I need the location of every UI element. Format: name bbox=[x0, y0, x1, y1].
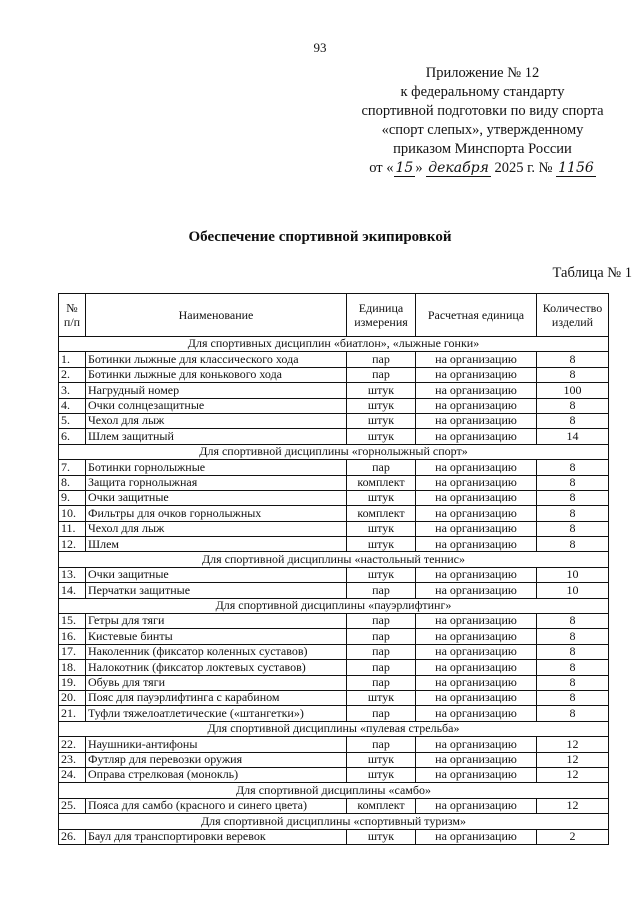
unit-cell: пар bbox=[347, 644, 416, 659]
section-row bbox=[59, 783, 609, 798]
item-name: Пояс для пауэрлифтинга с карабином bbox=[86, 690, 347, 705]
appendix-header bbox=[330, 64, 635, 178]
unit-cell: комплект bbox=[347, 506, 416, 521]
section-title: Для спортивной дисциплины «настольный теннис» bbox=[59, 552, 609, 567]
unit-cell: комплект bbox=[347, 475, 416, 490]
row-number: 11. bbox=[59, 521, 86, 536]
order-date-line bbox=[330, 159, 635, 178]
date-prefix: от « bbox=[369, 160, 394, 176]
quantity-cell: 8 bbox=[537, 506, 609, 521]
calc-unit-cell: на организацию bbox=[416, 829, 537, 844]
item-name: Очки защитные bbox=[86, 490, 347, 505]
calc-unit-cell: на организацию bbox=[416, 614, 537, 629]
table-row bbox=[59, 737, 609, 752]
table-row bbox=[59, 521, 609, 536]
row-number: 26. bbox=[59, 829, 86, 844]
calc-unit-cell: на организацию bbox=[416, 644, 537, 659]
item-name: Очки солнцезащитные bbox=[86, 398, 347, 413]
item-name: Наушники-антифоны bbox=[86, 737, 347, 752]
page-number: 93 bbox=[313, 40, 327, 55]
quantity-cell: 12 bbox=[537, 767, 609, 782]
unit-cell: штук bbox=[347, 490, 416, 505]
section-row bbox=[59, 721, 609, 736]
calc-unit-cell: на организацию bbox=[416, 537, 537, 552]
section-title: Для спортивной дисциплины «пулевая стрельба» bbox=[59, 721, 609, 736]
table-row bbox=[59, 413, 609, 428]
header-line: «спорт слепых», утвержденному bbox=[381, 122, 584, 138]
calc-unit-cell: на организацию bbox=[416, 506, 537, 521]
header-line: Приложение № 12 bbox=[425, 65, 540, 81]
section-title: Для спортивной дисциплины «самбо» bbox=[59, 783, 609, 798]
row-number: 6. bbox=[59, 429, 86, 444]
quantity-cell: 8 bbox=[537, 521, 609, 536]
table-row bbox=[59, 706, 609, 721]
row-number: 13. bbox=[59, 567, 86, 582]
unit-cell: пар bbox=[347, 660, 416, 675]
calc-unit-cell: на организацию bbox=[416, 583, 537, 598]
row-number: 15. bbox=[59, 614, 86, 629]
table-row bbox=[59, 506, 609, 521]
unit-cell: штук bbox=[347, 767, 416, 782]
row-number: 10. bbox=[59, 506, 86, 521]
row-number: 1. bbox=[59, 352, 86, 367]
calc-unit-cell: на организацию bbox=[416, 567, 537, 582]
item-name: Ботинки лыжные для конькового хода bbox=[86, 367, 347, 382]
column-header-calc-unit: Расчетная единица bbox=[416, 294, 537, 337]
item-name: Оправа стрелковая (монокль) bbox=[86, 767, 347, 782]
calc-unit-cell: на организацию bbox=[416, 352, 537, 367]
table-row bbox=[59, 352, 609, 367]
section-row bbox=[59, 814, 609, 829]
quantity-cell: 12 bbox=[537, 798, 609, 813]
column-header-quantity: Количество изделий bbox=[537, 294, 609, 337]
calc-unit-cell: на организацию bbox=[416, 706, 537, 721]
calc-unit-cell: на организацию bbox=[416, 660, 537, 675]
row-number: 5. bbox=[59, 413, 86, 428]
table-header-row bbox=[59, 294, 609, 337]
item-name: Шлем защитный bbox=[86, 429, 347, 444]
order-number-handwritten: 1156 bbox=[558, 160, 594, 176]
row-number: 4. bbox=[59, 398, 86, 413]
calc-unit-cell: на организацию bbox=[416, 798, 537, 813]
header-line: спортивной подготовки по виду спорта bbox=[361, 103, 604, 119]
item-name: Ботинки горнолыжные bbox=[86, 460, 347, 475]
row-number: 18. bbox=[59, 660, 86, 675]
unit-cell: штук bbox=[347, 829, 416, 844]
quantity-cell: 8 bbox=[537, 413, 609, 428]
row-number: 7. bbox=[59, 460, 86, 475]
column-header-number: № п/п bbox=[59, 294, 86, 337]
header-line: приказом Минспорта России bbox=[393, 141, 572, 157]
unit-cell: штук bbox=[347, 398, 416, 413]
quantity-cell: 10 bbox=[537, 567, 609, 582]
section-row bbox=[59, 598, 609, 613]
table-label: Таблица № 1 bbox=[552, 265, 632, 281]
calc-unit-cell: на организацию bbox=[416, 490, 537, 505]
item-name: Наколенник (фиксатор коленных суставов) bbox=[86, 644, 347, 659]
section-title: Для спортивной дисциплины «пауэрлифтинг» bbox=[59, 598, 609, 613]
row-number: 21. bbox=[59, 706, 86, 721]
row-number: 14. bbox=[59, 583, 86, 598]
section-row bbox=[59, 552, 609, 567]
item-name: Пояса для самбо (красного и синего цвета) bbox=[86, 798, 347, 813]
calc-unit-cell: на организацию bbox=[416, 429, 537, 444]
table-row bbox=[59, 752, 609, 767]
item-name: Баул для транспортировки веревок bbox=[86, 829, 347, 844]
table-row bbox=[59, 660, 609, 675]
row-number: 24. bbox=[59, 767, 86, 782]
table-row bbox=[59, 398, 609, 413]
unit-cell: штук bbox=[347, 752, 416, 767]
header-line: к федеральному стандарту bbox=[400, 84, 565, 100]
table-row bbox=[59, 767, 609, 782]
section-title: Для спортивной дисциплины «спортивный туризм» bbox=[59, 814, 609, 829]
quantity-cell: 8 bbox=[537, 490, 609, 505]
unit-cell: штук bbox=[347, 537, 416, 552]
unit-cell: пар bbox=[347, 460, 416, 475]
unit-cell: пар bbox=[347, 629, 416, 644]
table-row bbox=[59, 644, 609, 659]
calc-unit-cell: на организацию bbox=[416, 398, 537, 413]
table-row bbox=[59, 460, 609, 475]
quantity-cell: 8 bbox=[537, 690, 609, 705]
row-number: 2. bbox=[59, 367, 86, 382]
quantity-cell: 8 bbox=[537, 537, 609, 552]
calc-unit-cell: на организацию bbox=[416, 521, 537, 536]
calc-unit-cell: на организацию bbox=[416, 475, 537, 490]
table-body bbox=[59, 337, 609, 845]
quantity-cell: 8 bbox=[537, 675, 609, 690]
unit-cell: штук bbox=[347, 413, 416, 428]
calc-unit-cell: на организацию bbox=[416, 767, 537, 782]
item-name: Футляр для перевозки оружия bbox=[86, 752, 347, 767]
unit-cell: штук bbox=[347, 383, 416, 398]
column-header-name: Наименование bbox=[86, 294, 347, 337]
item-name: Обувь для тяги bbox=[86, 675, 347, 690]
section-row bbox=[59, 444, 609, 459]
column-header-unit: Единица измерения bbox=[347, 294, 416, 337]
quantity-cell: 14 bbox=[537, 429, 609, 444]
calc-unit-cell: на организацию bbox=[416, 413, 537, 428]
quantity-cell: 8 bbox=[537, 398, 609, 413]
quantity-cell: 100 bbox=[537, 383, 609, 398]
row-number: 17. bbox=[59, 644, 86, 659]
table-row bbox=[59, 583, 609, 598]
row-number: 20. bbox=[59, 690, 86, 705]
quantity-cell: 2 bbox=[537, 829, 609, 844]
item-name: Ботинки лыжные для классического хода bbox=[86, 352, 347, 367]
calc-unit-cell: на организацию bbox=[416, 752, 537, 767]
table-row bbox=[59, 690, 609, 705]
date-mid: » bbox=[415, 160, 423, 176]
calc-unit-cell: на организацию bbox=[416, 460, 537, 475]
row-number: 9. bbox=[59, 490, 86, 505]
table-row bbox=[59, 537, 609, 552]
quantity-cell: 8 bbox=[537, 367, 609, 382]
item-name: Налокотник (фиксатор локтевых суставов) bbox=[86, 660, 347, 675]
section-title: Для спортивных дисциплин «биатлон», «лыжные гонки» bbox=[59, 337, 609, 352]
item-name: Очки защитные bbox=[86, 567, 347, 582]
unit-cell: пар bbox=[347, 352, 416, 367]
row-number: 3. bbox=[59, 383, 86, 398]
calc-unit-cell: на организацию bbox=[416, 383, 537, 398]
quantity-cell: 10 bbox=[537, 583, 609, 598]
section-row bbox=[59, 337, 609, 352]
quantity-cell: 8 bbox=[537, 475, 609, 490]
date-day-handwritten: 15 bbox=[395, 160, 414, 176]
quantity-cell: 12 bbox=[537, 752, 609, 767]
calc-unit-cell: на организацию bbox=[416, 737, 537, 752]
section-title: Для спортивной дисциплины «горнолыжный спорт» bbox=[59, 444, 609, 459]
quantity-cell: 8 bbox=[537, 614, 609, 629]
row-number: 8. bbox=[59, 475, 86, 490]
table-row bbox=[59, 383, 609, 398]
table-row bbox=[59, 629, 609, 644]
table-row bbox=[59, 829, 609, 844]
table-row bbox=[59, 429, 609, 444]
item-name: Шлем bbox=[86, 537, 347, 552]
unit-cell: пар bbox=[347, 583, 416, 598]
unit-cell: пар bbox=[347, 737, 416, 752]
row-number: 16. bbox=[59, 629, 86, 644]
calc-unit-cell: на организацию bbox=[416, 367, 537, 382]
date-year: 2025 г. № bbox=[494, 160, 553, 176]
row-number: 25. bbox=[59, 798, 86, 813]
unit-cell: пар bbox=[347, 706, 416, 721]
item-name: Нагрудный номер bbox=[86, 383, 347, 398]
unit-cell: штук bbox=[347, 690, 416, 705]
item-name: Гетры для тяги bbox=[86, 614, 347, 629]
item-name: Перчатки защитные bbox=[86, 583, 347, 598]
equipment-table bbox=[58, 293, 609, 845]
unit-cell: комплект bbox=[347, 798, 416, 813]
unit-cell: пар bbox=[347, 367, 416, 382]
item-name: Защита горнолыжная bbox=[86, 475, 347, 490]
table-row bbox=[59, 567, 609, 582]
unit-cell: пар bbox=[347, 675, 416, 690]
table-row bbox=[59, 614, 609, 629]
unit-cell: штук bbox=[347, 429, 416, 444]
table-row bbox=[59, 798, 609, 813]
quantity-cell: 12 bbox=[537, 737, 609, 752]
item-name: Фильтры для очков горнолыжных bbox=[86, 506, 347, 521]
unit-cell: штук bbox=[347, 567, 416, 582]
table-row bbox=[59, 475, 609, 490]
calc-unit-cell: на организацию bbox=[416, 629, 537, 644]
quantity-cell: 8 bbox=[537, 644, 609, 659]
unit-cell: штук bbox=[347, 521, 416, 536]
table-row bbox=[59, 367, 609, 382]
quantity-cell: 8 bbox=[537, 352, 609, 367]
row-number: 12. bbox=[59, 537, 86, 552]
calc-unit-cell: на организацию bbox=[416, 675, 537, 690]
table-row bbox=[59, 675, 609, 690]
quantity-cell: 8 bbox=[537, 706, 609, 721]
row-number: 23. bbox=[59, 752, 86, 767]
date-month-handwritten: декабря bbox=[428, 160, 489, 176]
row-number: 22. bbox=[59, 737, 86, 752]
item-name: Чехол для лыж bbox=[86, 413, 347, 428]
item-name: Туфли тяжелоатлетические («штангетки») bbox=[86, 706, 347, 721]
quantity-cell: 8 bbox=[537, 660, 609, 675]
item-name: Чехол для лыж bbox=[86, 521, 347, 536]
document-title: Обеспечение спортивной экипировкой bbox=[188, 229, 452, 245]
quantity-cell: 8 bbox=[537, 629, 609, 644]
row-number: 19. bbox=[59, 675, 86, 690]
table-row bbox=[59, 490, 609, 505]
calc-unit-cell: на организацию bbox=[416, 690, 537, 705]
item-name: Кистевые бинты bbox=[86, 629, 347, 644]
unit-cell: пар bbox=[347, 614, 416, 629]
quantity-cell: 8 bbox=[537, 460, 609, 475]
